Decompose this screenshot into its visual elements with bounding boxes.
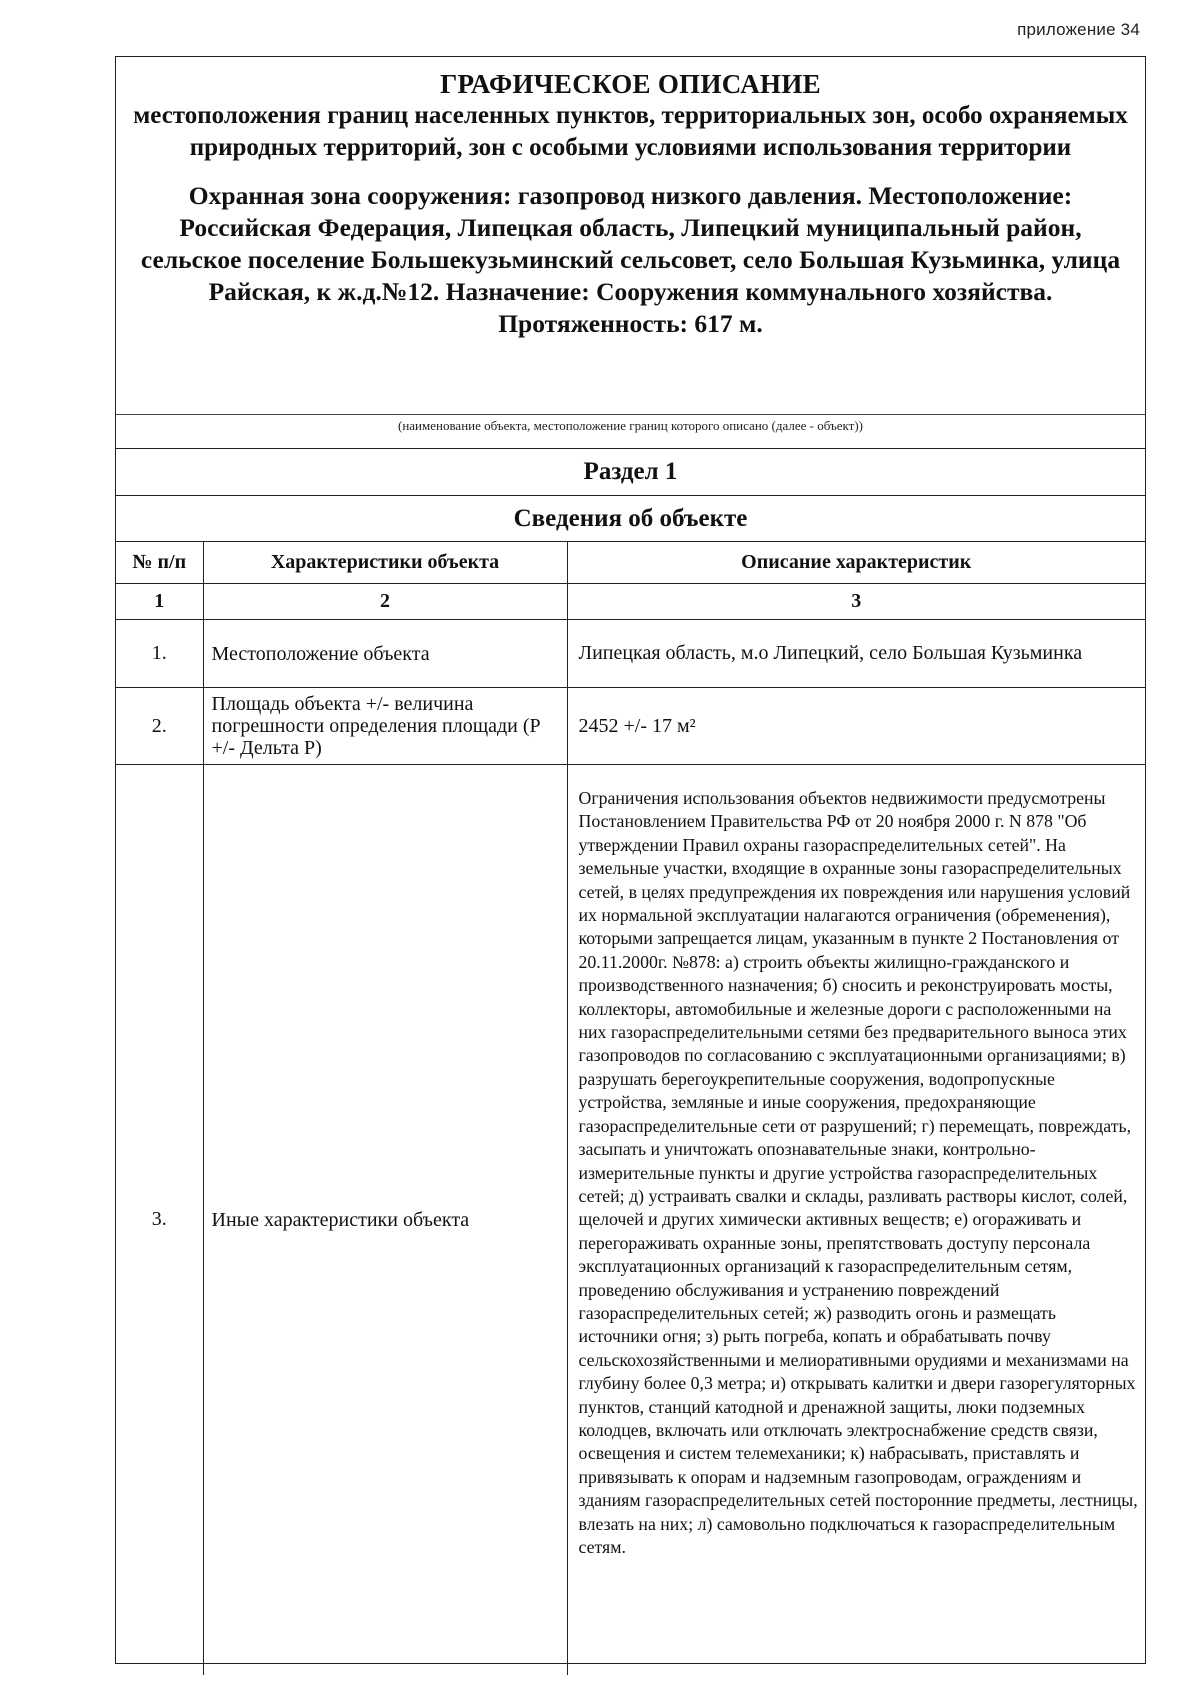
row-characteristic: Иные характеристики объекта xyxy=(203,765,567,1675)
object-name: Охранная зона сооружения: газопровод низкого давления. Местоположение: Российская Федерация, Липецкая область, Липецкий муниципальный район, сельское поселение Большекузьминский сельсовет, село Большая Кузьминка, улица Райская, к ж.д.№12. Назначение: Сооружения коммунального хозяйства. Протяженность: 617 м. xyxy=(140,181,1121,338)
section-label: Раздел 1 xyxy=(116,449,1145,496)
document-title: ГРАФИЧЕСКОЕ ОПИСАНИЕ xyxy=(440,69,821,99)
row-description: Ограничения использования объектов недвижимости предусмотрены Постановлением Правительства РФ от 20 ноября 2000 г. N 878 "Об утверждении Правил охраны газораспределительных сетей". На земельные участки, входящие в охранные зоны газораспределительных сетей, в целях предупреждения их повреждения или нарушения условий их нормальной эксплуатации налагаются ограничения (обременения), которыми запрещается лицам, указанным в пункте 2 Постановления от 20.11.2000г. №878: а) строить объекты жилищно-гражданского и производственного назначения; б) сносить и реконструировать мосты, коллекторы, автомобильные и железные дороги с расположенными на них газораспределительными сетями без предварительного выноса этих газопроводов по согласованию с эксплуатационными организациями; в) разрушать берегоукрепительные сооружения, водопропускные устройства, земляные и иные сооружения, предохраняющие газораспределительные сети от разрушений; г) перемещать, повреждать, засыпать и уничтожать опознавательные знаки, контрольно-измерительные пункты и другие устройства газораспределительных сетей; д) устраивать свалки и склады, разливать растворы кислот, солей, щелочей и других химически активных веществ; е) огораживать и перегораживать охранные зоны, препятствовать доступу персонала эксплуатационных организаций к газораспределительным сетям, проведению обслуживания и устранению повреждений газораспределительных сетей; ж) разводить огонь и размещать источники огня; з) рыть погреба, копать и обрабатывать почву сельскохозяйственными и мелиоративными орудиями и механизмами на глубину более 0,3 метра; и) открывать калитки и двери газорегуляторных пунктов, станций катодной и дренажной защиты, люки подземных колодцев, включать или отключать электроснабжение средств связи, освещения и систем телемеханики; к) набрасывать, приставлять и привязывать к опорам и надземным газопроводам, ограждениям и зданиям газораспределительных сетей посторонние предметы, лестницы, влезать на них; л) самовольно подключаться к газораспределительным сетям. xyxy=(567,765,1145,1675)
column-index-row xyxy=(116,584,1145,620)
table-row xyxy=(116,765,1145,1675)
caption-divider xyxy=(116,414,1145,415)
table-row xyxy=(116,688,1145,765)
column-index: 3 xyxy=(567,584,1145,620)
row-number: 3. xyxy=(116,765,203,1675)
table-header-row xyxy=(116,542,1145,584)
document-subtitle: местоположения границ населенных пунктов, территориальных зон, особо охраняемых природных территорий, зон с особыми условиями использования территории xyxy=(133,102,1128,161)
table-row xyxy=(116,620,1145,688)
row-number: 1. xyxy=(116,620,203,688)
document-header xyxy=(116,69,1145,449)
section-title: Сведения об объекте xyxy=(116,496,1145,542)
object-caption: (наименование объекта, местоположение границ которого описано (далее - объект)) xyxy=(398,418,863,433)
row-description: Липецкая область, м.о Липецкий, село Большая Кузьминка xyxy=(567,620,1145,688)
column-header-description: Описание характеристик xyxy=(567,542,1145,584)
column-header-number: № п/п xyxy=(116,542,203,584)
object-info-table xyxy=(116,541,1145,1675)
row-description: 2452 +/- 17 м² xyxy=(567,688,1145,765)
row-number: 2. xyxy=(116,688,203,765)
column-index: 1 xyxy=(116,584,203,620)
appendix-label: приложение 34 xyxy=(1017,20,1140,39)
document-frame xyxy=(115,56,1146,1664)
column-header-characteristic: Характеристики объекта xyxy=(203,542,567,584)
row-characteristic: Местоположение объекта xyxy=(203,620,567,688)
column-index: 2 xyxy=(203,584,567,620)
row-characteristic: Площадь объекта +/- величина погрешности определения площади (Р +/- Дельта Р) xyxy=(203,688,567,765)
